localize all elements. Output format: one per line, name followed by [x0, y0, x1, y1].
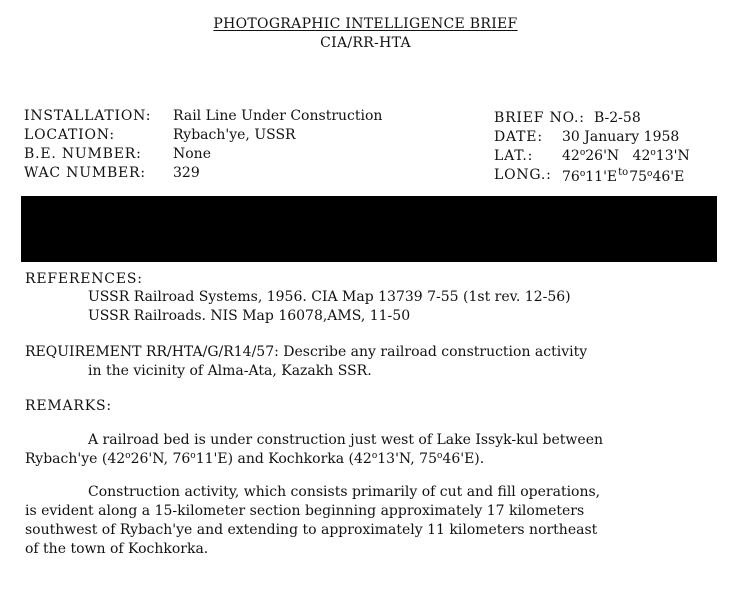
brief-number-row [494, 110, 690, 129]
lat-to-deg: 42 [632, 148, 651, 164]
requirement-section [25, 344, 715, 382]
be-number-label: B.E. NUMBER: [24, 146, 142, 162]
text-span: 11'E) and Kochkorka (42 [195, 451, 372, 467]
requirement-line: REQUIREMENT RR/HTA/G/R14/57: Describe any railroad construction activity [25, 343, 588, 360]
date-row [494, 129, 690, 148]
degree-mark: o [436, 451, 443, 461]
document-title: PHOTOGRAPHIC INTELLIGENCE BRIEF [213, 16, 518, 32]
text-span: 26'N, 76 [130, 451, 191, 467]
longitude-label: LONG.: [494, 167, 552, 183]
degree-mark: o [125, 451, 131, 461]
brief-number-value: B-2-58 [594, 110, 641, 126]
requirement-line: in the vicinity of Alma-Ata, Kazakh SSR. [88, 362, 372, 379]
info-row-installation [24, 108, 382, 127]
be-number-value: None [173, 146, 211, 162]
location-label: LOCATION: [24, 127, 115, 143]
remarks-paragraph [25, 432, 715, 470]
wac-number-value: 329 [173, 165, 200, 181]
latitude-value [562, 148, 690, 167]
reference-line: USSR Railroad Systems, 1956. CIA Map 13739 7-55 (1st rev. 12-56) [88, 288, 571, 305]
references-heading: REFERENCES: [25, 271, 143, 287]
text-span: Rybach'ye (42 [25, 451, 126, 467]
long-to-min: 46'E [652, 169, 685, 185]
degree-mark: o [579, 169, 586, 179]
reference-line: USSR Railroads. NIS Map 16078,AMS, 11-50 [88, 307, 411, 324]
installation-info [24, 108, 382, 184]
latitude-row [494, 148, 690, 167]
paragraph-line: Construction activity, which consists primarily of cut and fill operations, [88, 484, 601, 500]
remarks-paragraph [25, 484, 715, 560]
text-span: 13'N, 75 [377, 451, 437, 467]
longitude-value [562, 167, 684, 186]
latitude-label: LAT.: [494, 148, 534, 164]
brief-number-label: BRIEF NO.: [494, 110, 585, 126]
wac-number-label: WAC NUMBER: [24, 165, 146, 181]
date-value: 30 January 1958 [562, 129, 680, 145]
remarks-heading: REMARKS: [25, 397, 112, 414]
lat-from-min: 26'N [585, 148, 620, 164]
degree-mark: o [650, 148, 656, 158]
long-to-deg: 75 [629, 169, 648, 185]
installation-value: Rail Line Under Construction [173, 108, 383, 124]
degree-mark: o [579, 148, 586, 158]
long-from-deg: 76 [562, 169, 580, 185]
installation-label: INSTALLATION: [24, 108, 152, 124]
paragraph-line [25, 451, 715, 470]
longitude-row [494, 167, 690, 186]
paragraph-line: is evident along a 15-kilometer section beginning approximately 17 kilometers [25, 503, 585, 519]
lat-to-min: 13'N [655, 148, 690, 164]
date-label: DATE: [494, 129, 543, 145]
lat-from-deg: 42 [562, 148, 580, 164]
degree-mark: o [647, 169, 653, 179]
degree-mark: o [371, 451, 378, 461]
paragraph-line: southwest of Rybach'ye and extending to approximately 11 kilometers northeast [25, 522, 598, 538]
info-row-be-number [24, 146, 382, 165]
redaction-bar [21, 196, 717, 262]
paragraph-line: of the town of Kochkorka. [25, 541, 209, 557]
degree-mark: o [190, 451, 196, 461]
location-value: Rybach'ye, USSR [173, 127, 296, 143]
to-word: to [618, 167, 629, 178]
text-span: 46'E). [442, 451, 485, 467]
document-header [0, 16, 731, 52]
document-body [25, 271, 715, 560]
brief-info [494, 110, 690, 186]
info-row-wac-number [24, 165, 382, 184]
paragraph-line: A railroad bed is under construction just west of Lake Issyk-kul between [88, 432, 603, 448]
document-subtitle: CIA/RR-HTA [320, 34, 411, 51]
long-from-min: 11'E [585, 169, 618, 185]
info-row-location [24, 127, 382, 146]
